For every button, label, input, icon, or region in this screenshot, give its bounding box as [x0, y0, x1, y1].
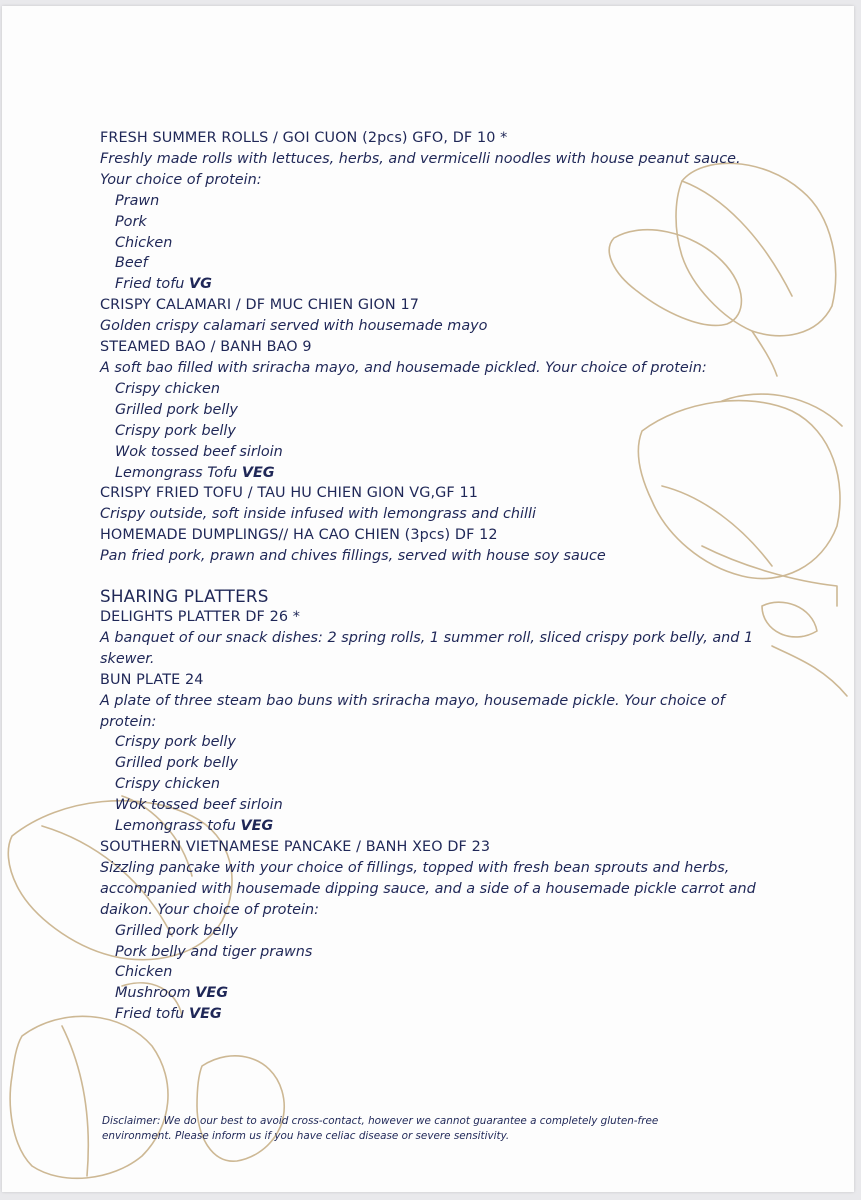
menu-item-title: STEAMED BAO / BANH BAO 9 [100, 339, 312, 356]
menu-item-description: Crispy outside, soft inside infused with lemongrass and chilli [100, 506, 537, 523]
protein-option [100, 795, 780, 816]
protein-option [100, 753, 780, 774]
menu-item-description: A soft bao filled with sriracha mayo, and housemade pickled. Your choice of protein: [100, 359, 707, 376]
dietary-tag: VEG [188, 1006, 222, 1023]
protein-option [100, 233, 780, 254]
protein-option-name: Crispy chicken [115, 776, 220, 793]
protein-option-name: Grilled pork belly [115, 922, 238, 939]
protein-option [100, 442, 780, 463]
protein-option-name: Fried tofu [115, 1006, 185, 1023]
protein-option-name: Prawn [115, 192, 160, 209]
menu-item-description: Sizzling pancake with your choice of fillings, topped with fresh bean sprouts and herbs, accompanied with housemade dipping sauce, and a side of a housemade pickle carrot and daikon. Your choice of protein: [100, 859, 756, 918]
protein-option [100, 942, 780, 963]
menu-item-description: Freshly made rolls with lettuces, herbs, and vermicelli noodles with house peanut sauce. [100, 150, 741, 167]
snacks-section [100, 128, 780, 567]
protein-option [100, 463, 780, 484]
protein-option-name: Wok tossed beef sirloin [115, 443, 283, 460]
protein-option-name: Wok tossed beef sirloin [115, 797, 283, 814]
protein-option-name: Chicken [115, 234, 173, 251]
section-heading-sharing-platters: SHARING PLATTERS [100, 586, 269, 607]
dietary-tag: VG [188, 276, 212, 293]
protein-option-name: Pork belly and tiger prawns [115, 943, 313, 960]
protein-option-name: Chicken [115, 964, 173, 981]
menu-item-title: FRESH SUMMER ROLLS / GOI CUON (2pcs) GFO, DF 10 * [100, 130, 508, 146]
protein-option [100, 379, 780, 400]
protein-option [100, 732, 780, 753]
menu-item-title: HOMEMADE DUMPLINGS// HA CAO CHIEN (3pcs) DF 12 [100, 527, 498, 544]
protein-option-name: Mushroom [115, 985, 191, 1002]
protein-option-name: Beef [115, 255, 148, 272]
protein-option [100, 774, 780, 795]
protein-option [100, 983, 780, 1004]
protein-option-name: Lemongrass Tofu [115, 464, 238, 481]
sharing-platters-section [100, 607, 780, 1025]
menu-item-title: CRISPY FRIED TOFU / TAU HU CHIEN GION VG,GF 11 [100, 485, 478, 502]
menu-item-description: A plate of three steam bao buns with sriracha mayo, housemade pickle. Your choice of protein: [100, 692, 725, 730]
protein-option [100, 816, 780, 837]
protein-option [100, 274, 780, 295]
menu-item-title: CRISPY CALAMARI / DF MUC CHIEN GION 17 [100, 297, 419, 314]
menu-item-description: Golden crispy calamari served with housemade mayo [100, 318, 488, 335]
dietary-tag: VEG [195, 985, 229, 1002]
protein-option-name: Fried tofu [115, 276, 185, 293]
protein-option [100, 191, 780, 212]
disclaimer-note: Disclaimer: We do our best to avoid cross-contact, however we cannot guarantee a completely gluten-free environment. Please inform us if you have celiac disease or severe sensitivity. [102, 1115, 659, 1142]
menu-item-title: DELIGHTS PLATTER DF 26 * [100, 609, 301, 626]
protein-option [100, 400, 780, 421]
protein-option-name: Crispy pork belly [115, 734, 236, 751]
protein-option [100, 212, 780, 233]
protein-option [100, 921, 780, 942]
protein-option-name: Crispy pork belly [115, 422, 236, 439]
menu-page [2, 6, 854, 1192]
protein-option [100, 962, 780, 983]
menu-item-description: Pan fried pork, prawn and chives fillings, served with house soy sauce [100, 548, 606, 565]
menu-content [100, 128, 780, 1025]
dietary-tag: VEG [241, 464, 275, 481]
protein-option [100, 253, 780, 274]
menu-item-title: BUN PLATE 24 [100, 671, 204, 688]
protein-option-name: Grilled pork belly [115, 401, 238, 418]
menu-item-title: SOUTHERN VIETNAMESE PANCAKE / BANH XEO DF 23 [100, 839, 491, 855]
menu-item-description: A banquet of our snack dishes: 2 spring rolls, 1 summer roll, sliced crispy pork belly, and 1 skewer. [100, 629, 754, 667]
protein-option-name: Pork [115, 213, 147, 230]
protein-option [100, 1004, 780, 1025]
dietary-tag: VEG [240, 818, 274, 835]
protein-option-name: Lemongrass tofu [115, 818, 236, 835]
protein-option-name: Crispy chicken [115, 380, 220, 397]
protein-option-name: Grilled pork belly [115, 755, 238, 772]
protein-option [100, 421, 780, 442]
menu-item-description: Your choice of protein: [100, 171, 262, 188]
